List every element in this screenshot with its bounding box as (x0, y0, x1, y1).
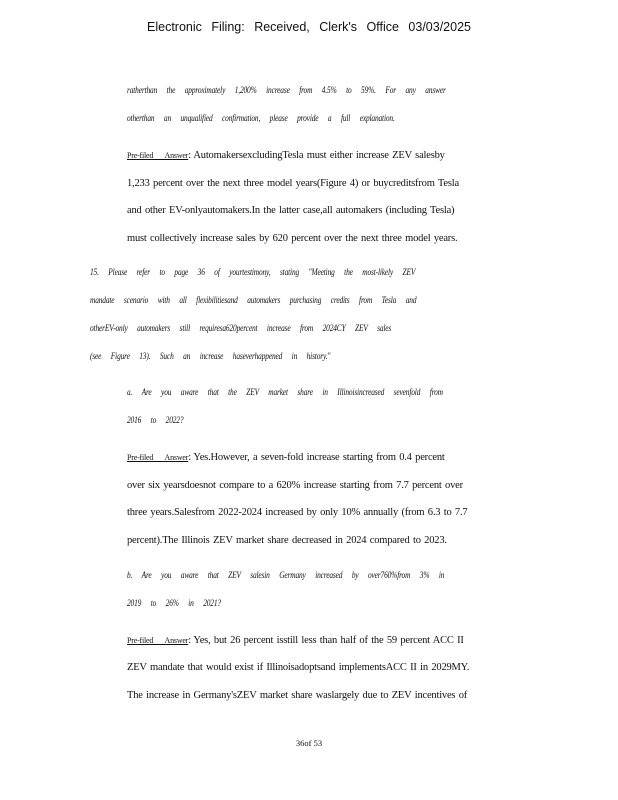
answer-text: and other EV-onlyautomakers.In the latter case,all automakers (including Tesla) (127, 205, 455, 216)
answer-line: Pre-filed Answer: Yes, but 26 percent isstill less than half of the 59 percent ACC II (127, 635, 464, 646)
answer-label: Pre-filed Answer (127, 453, 189, 462)
question-text: 15. Please refer to page 36 of yourtestimony, stating "Meeting the most-likely ZEV (90, 268, 416, 278)
answer-text: ZEV mandate that would exist if Illinoisadoptsand implementsACC II in 2029MY. (127, 662, 470, 673)
answer-label: Pre-filed Answer (127, 151, 189, 160)
answer-line: Pre-filed Answer: Yes.However, a seven-fold increase starting from 0.4 percent (127, 452, 445, 463)
answer-text: The increase in Germany'sZEV market share waslargely due to ZEV incentives of (127, 690, 468, 701)
answer-text: AutomakersexcludingTesla must either increase ZEV salesby (193, 150, 445, 161)
page-number: 36of 53 (295, 738, 323, 748)
answer-line: Pre-filed Answer: AutomakersexcludingTesla must either increase ZEV salesby (127, 150, 445, 161)
question-text: 2019 to 26% in 2021? (127, 599, 221, 609)
answer-text: must collectively increase sales by 620 percent over the next three model years. (127, 233, 458, 244)
question-text: mandate scenario with all flexibilitiesand automakers purchasing credits from Tesla and (90, 296, 417, 306)
question-text: otherthan an unqualified confirmation, please provide a full explanation. (127, 114, 395, 124)
question-text: a. Are you aware that the ZEV market share in Illinoisincreased sevenfold from (127, 388, 443, 398)
question-text: b. Are you aware that ZEV salesin Germany increased by over760%from 3% in (127, 571, 445, 581)
answer-text: Yes.However, a seven-fold increase starting from 0.4 percent (193, 452, 445, 463)
question-text: otherEV-only automakers still requiresa620percent increase from 2024CY ZEV sales (90, 324, 392, 334)
answer-text: percent).The Illinois ZEV market share decreased in 2024 compared to 2023. (127, 535, 447, 546)
answer-text: over six yearsdoesnot compare to a 620% increase starting from 7.7 percent over (127, 480, 463, 491)
answer-text: 1,233 percent over the next three model years(Figure 4) or buycreditsfrom Tesla (127, 178, 459, 189)
question-text: ratherthan the approximately 1,200% increase from 4.5% to 59%. For any answer (127, 86, 446, 96)
answer-text: Yes, but 26 percent isstill less than half of the 59 percent ACC II (193, 635, 464, 646)
answer-text: three years.Salesfrom 2022-2024 increased by only 10% annually (from 6.3 to 7.7 (127, 507, 468, 518)
question-text: (see Figure 13). Such an increase haseverhappened in history." (90, 352, 331, 362)
answer-label: Pre-filed Answer (127, 636, 189, 645)
question-text: 2016 to 2022? (127, 416, 184, 426)
filing-header: Electronic Filing: Received, Clerk's Office 03/03/2025 (147, 20, 471, 34)
